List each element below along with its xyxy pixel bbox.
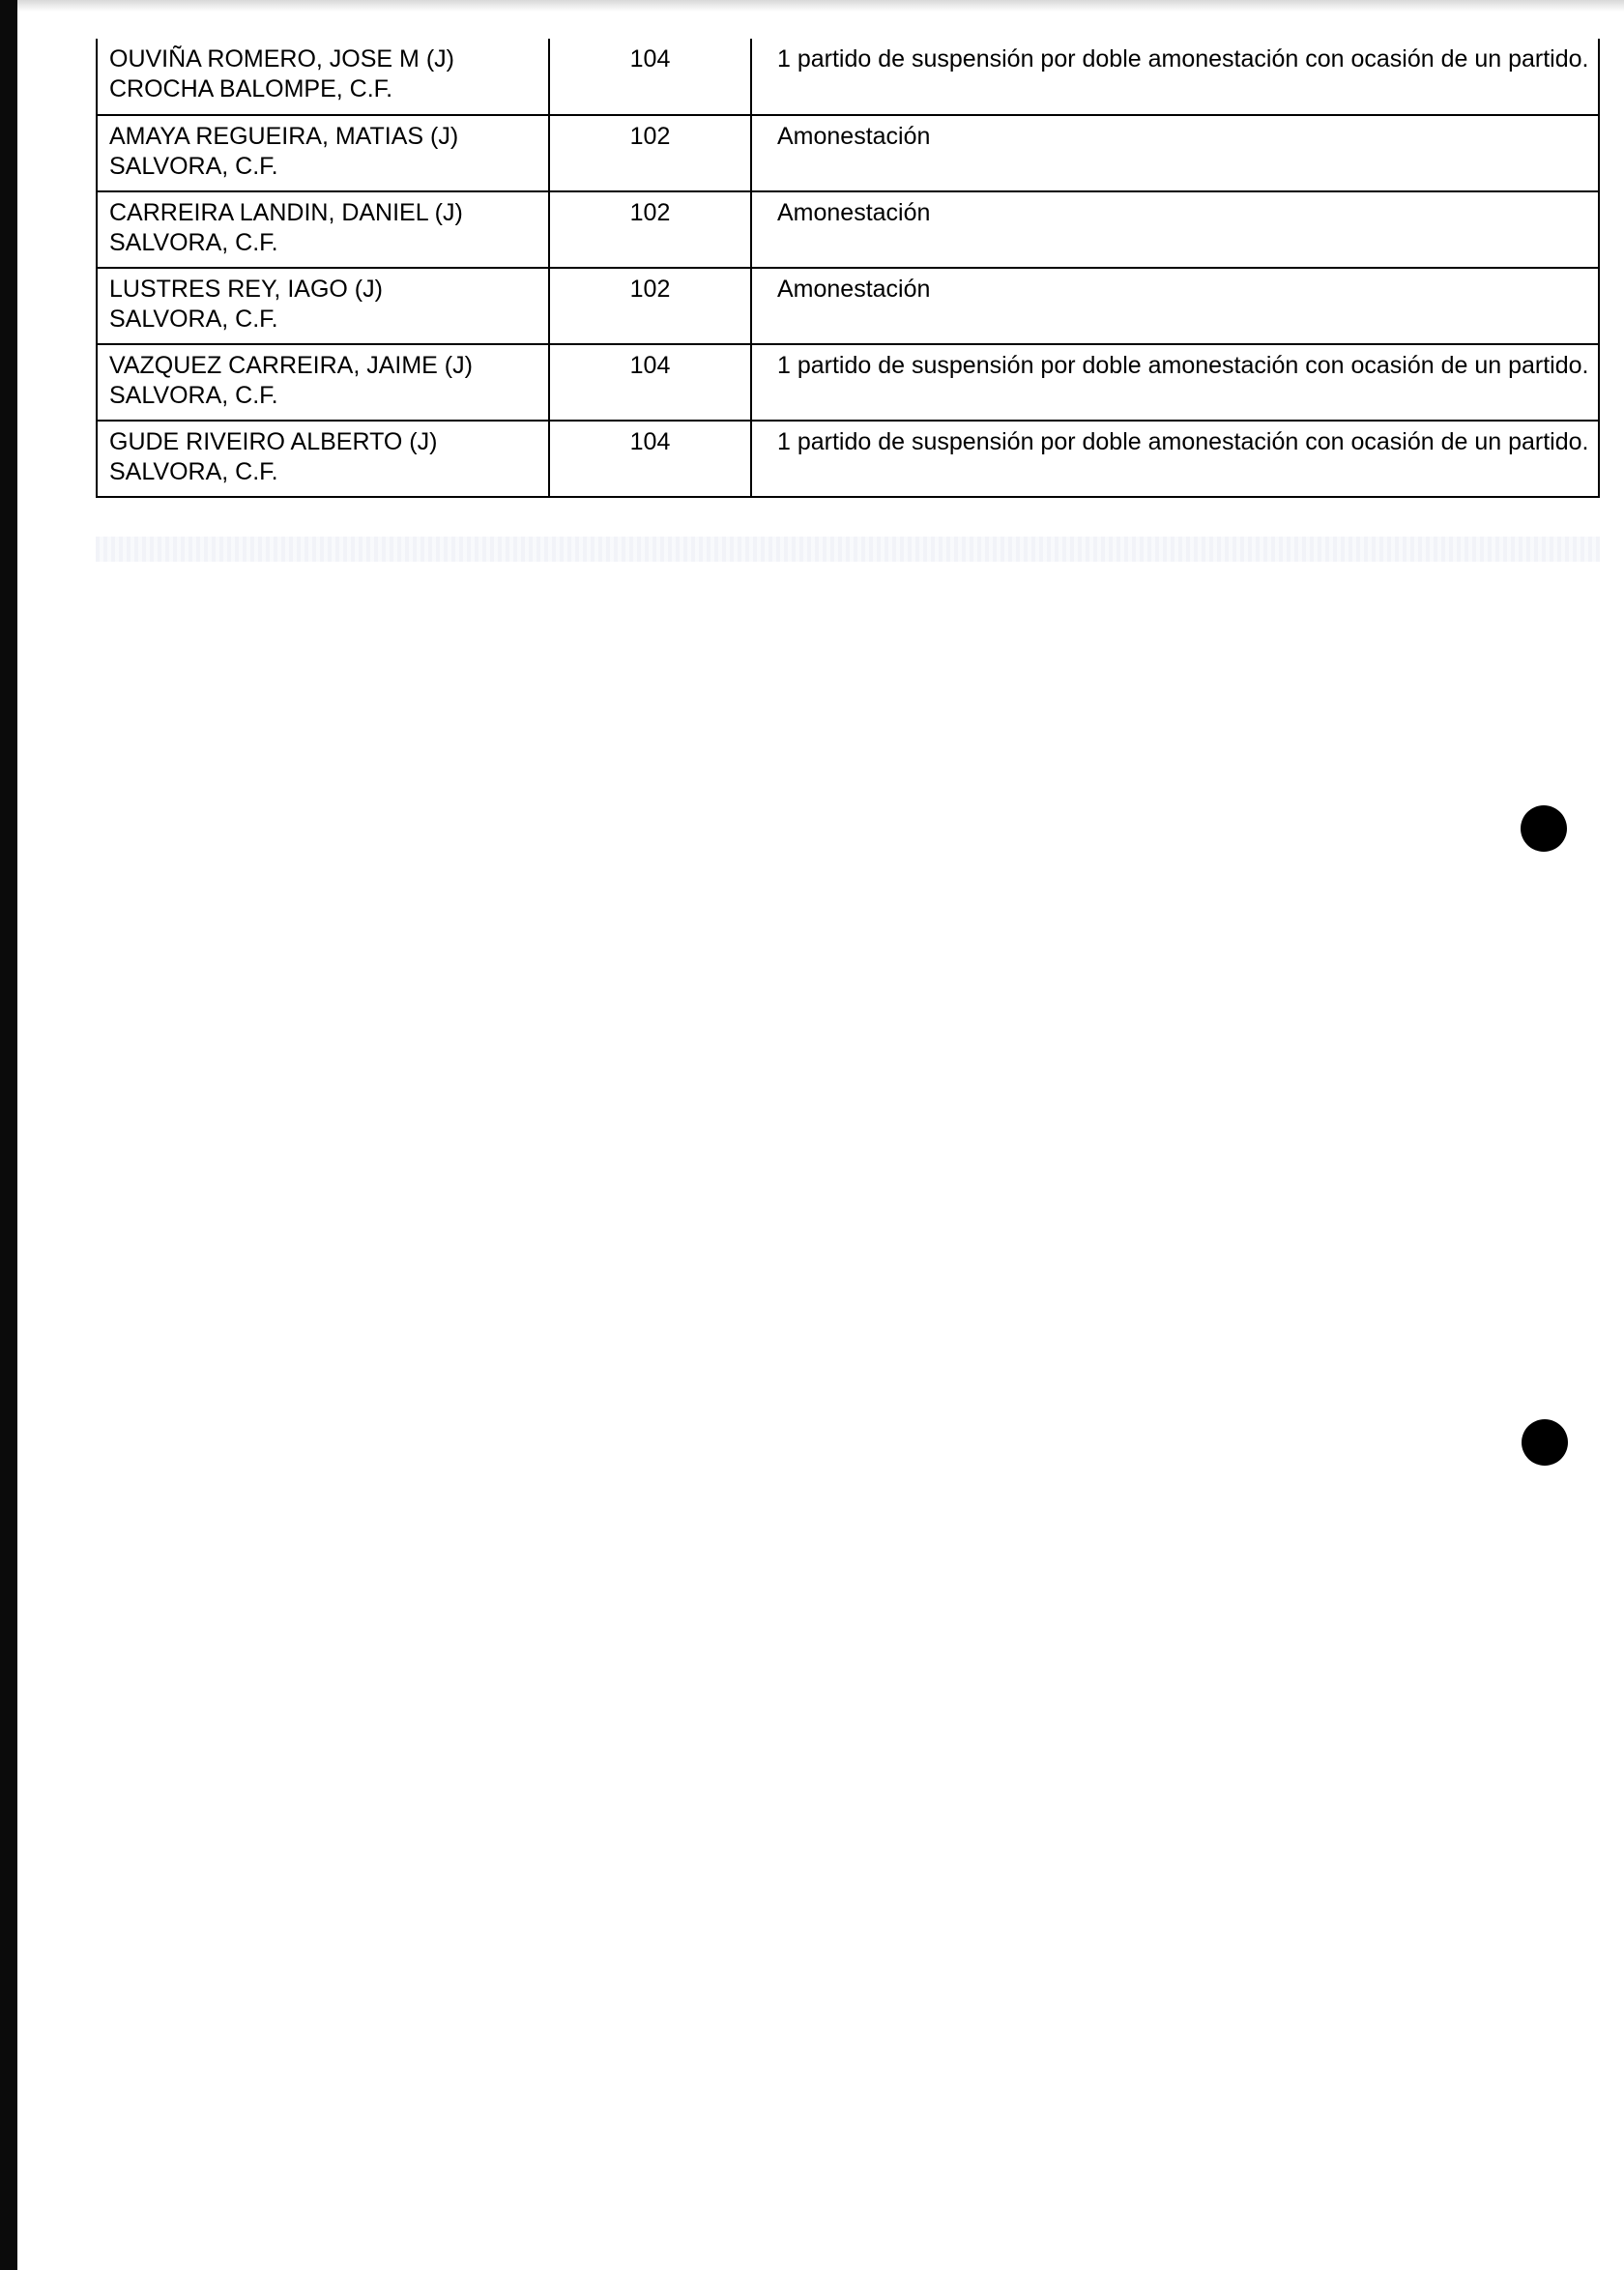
club-name: SALVORA, C.F. xyxy=(109,153,278,180)
player-cell xyxy=(97,39,549,115)
player-name: CARREIRA LANDIN, DANIEL (J) xyxy=(109,199,463,226)
sanction-text: Amonestación xyxy=(777,123,931,150)
table-row xyxy=(97,191,1599,268)
scan-left-edge xyxy=(0,0,17,2270)
punch-hole-bottom xyxy=(1522,1419,1568,1466)
sanction-text: Amonestación xyxy=(777,276,931,303)
sanctions-table xyxy=(96,39,1600,498)
club-name: SALVORA, C.F. xyxy=(109,458,278,485)
sanction-text: 1 partido de suspensión por doble amonestación con ocasión de un partido. xyxy=(777,428,1589,455)
article-number: 104 xyxy=(549,39,751,115)
sanction-cell xyxy=(751,344,1599,421)
player-name: GUDE RIVEIRO ALBERTO (J) xyxy=(109,428,438,455)
player-cell xyxy=(97,268,549,344)
article-number: 104 xyxy=(549,421,751,497)
table-row xyxy=(97,421,1599,497)
table-row xyxy=(97,344,1599,421)
table-row xyxy=(97,39,1599,115)
sanction-cell xyxy=(751,39,1599,115)
sanction-cell xyxy=(751,191,1599,268)
article-number: 102 xyxy=(549,191,751,268)
sanction-cell xyxy=(751,268,1599,344)
sanction-text: 1 partido de suspensión por doble amonestación con ocasión de un partido. xyxy=(777,45,1589,73)
club-name: SALVORA, C.F. xyxy=(109,229,278,256)
club-name: SALVORA, C.F. xyxy=(109,306,278,333)
table-row xyxy=(97,115,1599,191)
scan-top-edge xyxy=(17,0,1624,12)
sanction-cell xyxy=(751,115,1599,191)
article-number: 102 xyxy=(549,115,751,191)
scan-artifact-band xyxy=(96,537,1600,562)
player-name: AMAYA REGUEIRA, MATIAS (J) xyxy=(109,123,459,150)
table-row xyxy=(97,268,1599,344)
player-cell xyxy=(97,191,549,268)
player-cell xyxy=(97,421,549,497)
player-name: LUSTRES REY, IAGO (J) xyxy=(109,276,383,303)
club-name: SALVORA, C.F. xyxy=(109,382,278,409)
article-number: 104 xyxy=(549,344,751,421)
punch-hole-top xyxy=(1521,805,1567,852)
article-number: 102 xyxy=(549,268,751,344)
player-name: VAZQUEZ CARREIRA, JAIME (J) xyxy=(109,352,473,379)
player-cell xyxy=(97,115,549,191)
sanction-text: 1 partido de suspensión por doble amonestación con ocasión de un partido. xyxy=(777,352,1589,379)
sanction-text: Amonestación xyxy=(777,199,931,226)
club-name: CROCHA BALOMPE, C.F. xyxy=(109,75,393,102)
player-cell xyxy=(97,344,549,421)
sanction-cell xyxy=(751,421,1599,497)
player-name: OUVIÑA ROMERO, JOSE M (J) xyxy=(109,45,454,73)
